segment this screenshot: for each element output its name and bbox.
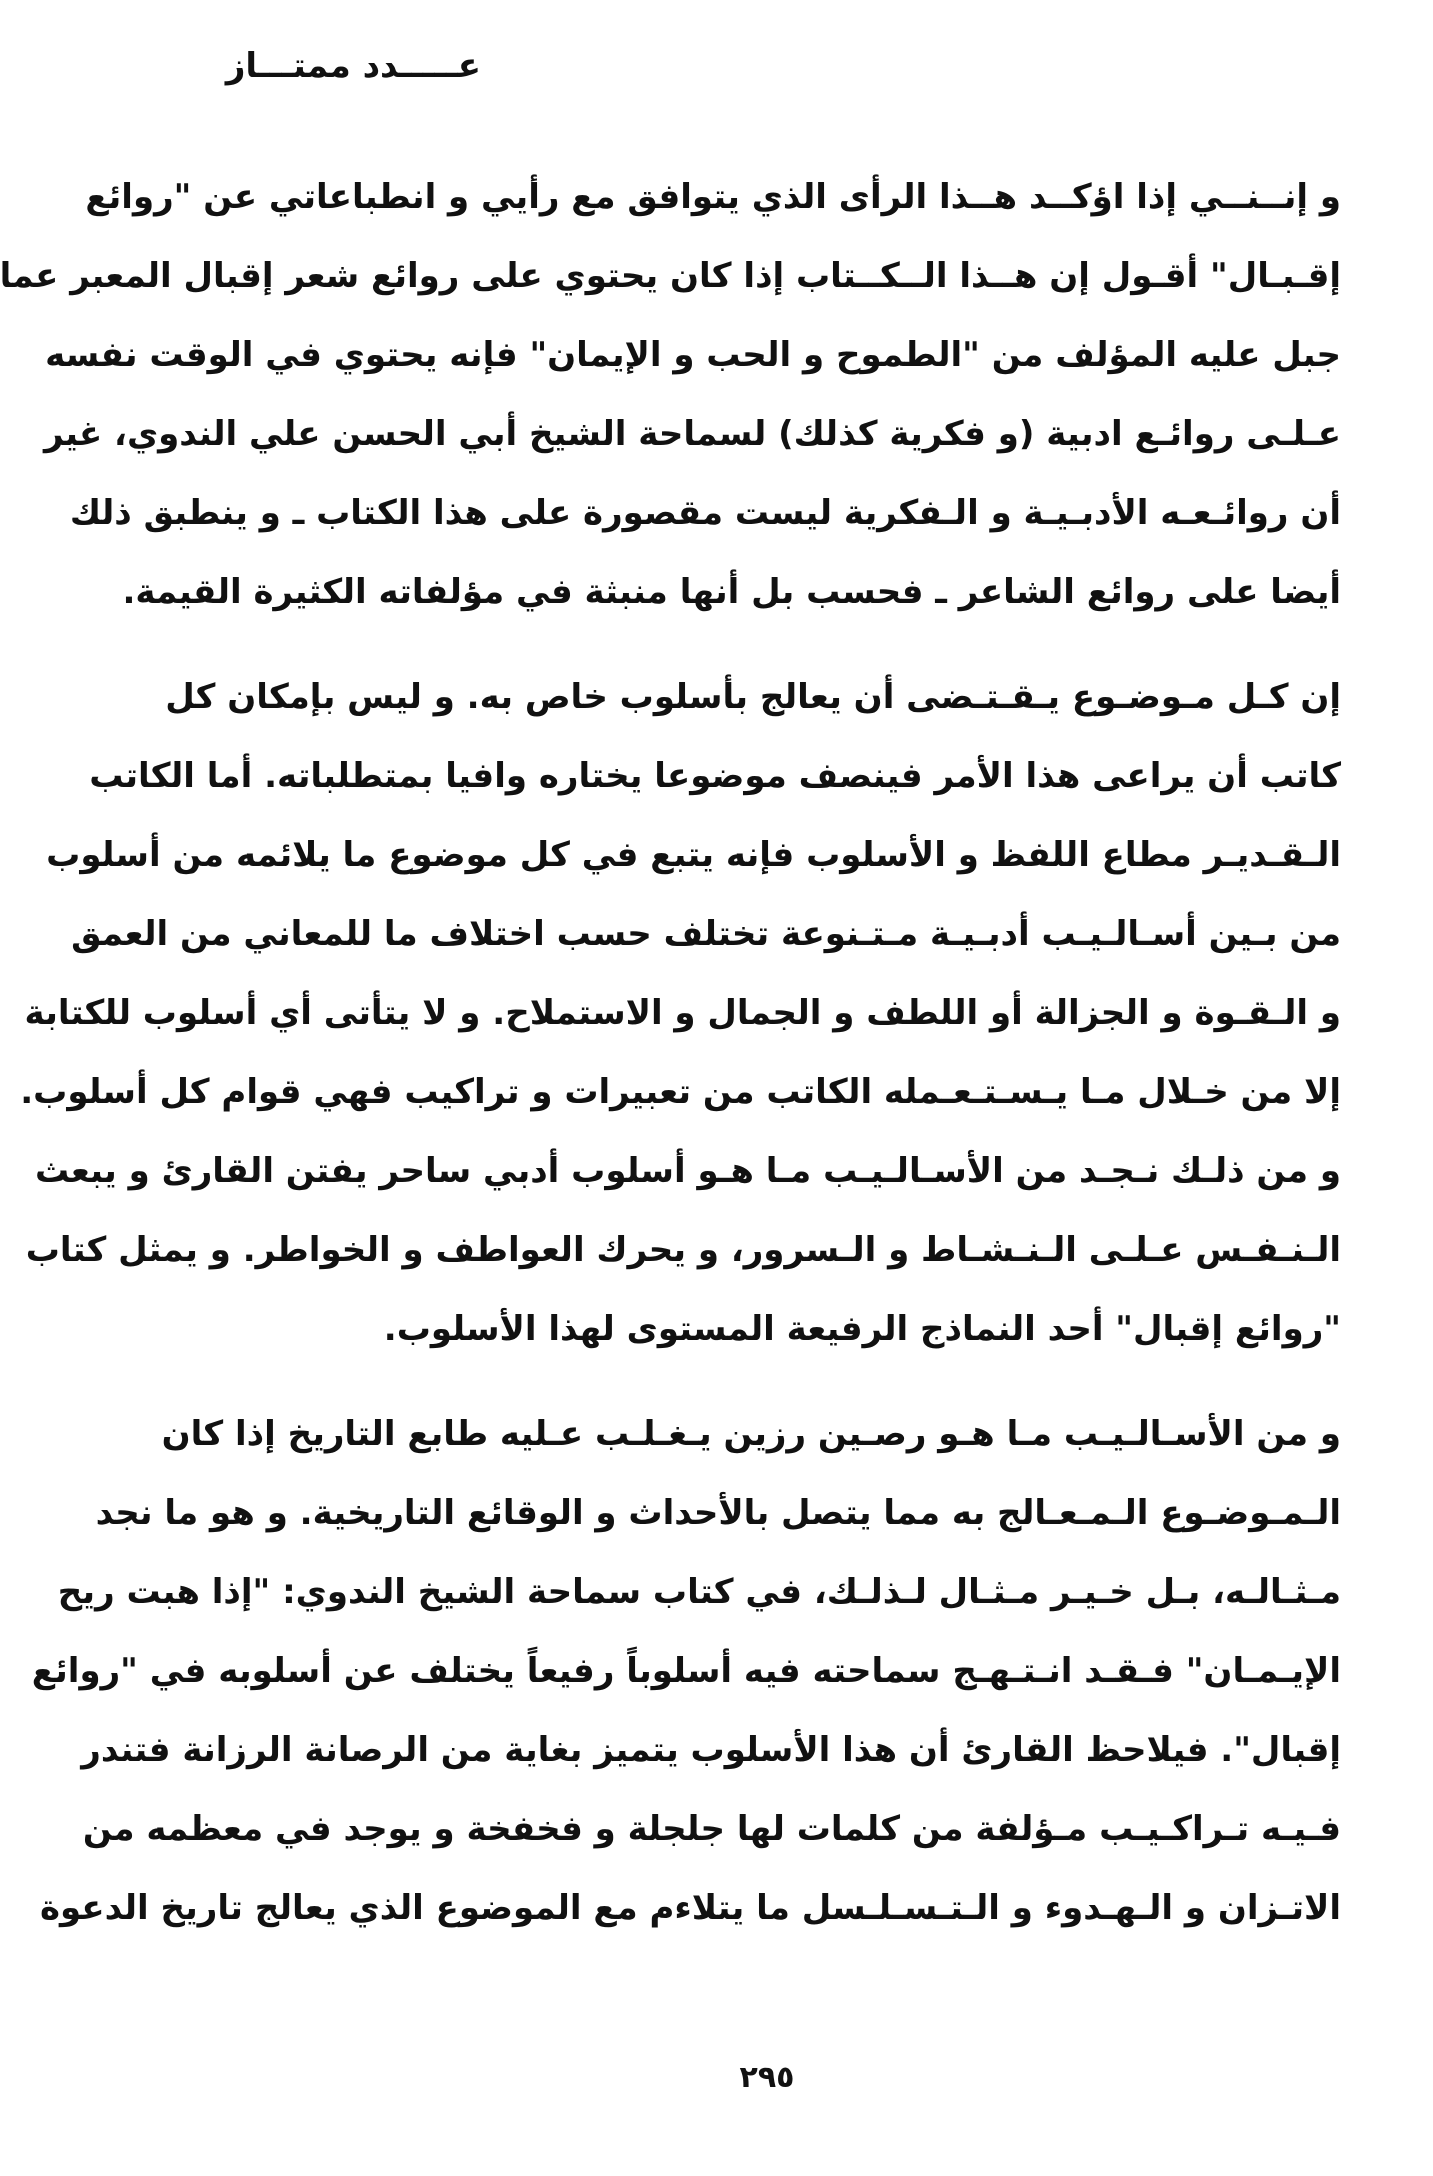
page-number: ٢٩٥ <box>739 2060 795 2095</box>
text-line: إقـبـال" أقـول إن هــذا الــكــتاب إذا كان يحتوي على روائع شعر إقبال المعبر عما <box>0 256 1341 296</box>
text-line: و الـقـوة و الجزالة أو اللطف و الجمال و الاستملاح. و لا يتأتى أي أسلوب للكتابة <box>24 993 1341 1033</box>
text-line: أن روائـعـه الأدبـيـة و الـفكرية ليست مقصورة على هذا الكتاب ـ و ينطبق ذلك <box>69 493 1341 533</box>
paragraph-2 <box>20 658 1341 1369</box>
text-line: و من ذلـك نـجـد من الأسـالـيـب مـا هـو أسلوب أدبي ساحر يفتن القارئ و يبعث <box>34 1151 1341 1191</box>
paragraph-1 <box>0 158 1341 632</box>
text-line: الإيـمـان" فـقـد انـتـهـج سماحته فيه أسلوباً رفيعاً يختلف عن أسلوبه في "روائع <box>31 1651 1341 1691</box>
text-line: إن كـل مـوضـوع يـقـتـضى أن يعالج بأسلوب خاص به. و ليس بإمكان كل <box>165 677 1341 717</box>
text-line: الاتـزان و الـهـدوء و الـتـسـلـسل ما يتلاءم مع الموضوع الذي يعالج تاريخ الدعوة <box>39 1888 1341 1928</box>
paragraph-3 <box>31 1395 1341 1948</box>
text-line: الـنـفـس عـلـى الـنـشـاط و الـسرور، و يحرك العواطف و الخواطر. و يمثل كتاب <box>25 1230 1341 1270</box>
text-line: مـثـالـه، بـل خـيـر مـثـال لـذلـك، في كتاب سماحة الشيخ الندوي: "إذا هبت ريح <box>57 1572 1341 1612</box>
text-line: كاتب أن يراعى هذا الأمر فينصف موضوعا يختاره وافيا بمتطلباته. أما الكاتب <box>89 756 1341 796</box>
text-line: إقبال". فيلاحظ القارئ أن هذا الأسلوب يتميز بغاية من الرصانة الرزانة فتندر <box>81 1730 1341 1770</box>
text-line: و من الأسـالـيـب مـا هـو رصـين رزين يـغـلـب عـليه طابع التاريخ إذا كان <box>161 1414 1341 1454</box>
running-header: عـــــدد ممتـــاز <box>225 46 481 86</box>
text-line: إلا من خـلال مـا يـسـتـعـمله الكاتب من تعبيرات و تراكيب فهي قوام كل أسلوب. <box>20 1072 1341 1112</box>
text-line: الـمـوضـوع الـمـعـالج به مما يتصل بالأحداث و الوقائع التاريخية. و هو ما نجد <box>95 1493 1341 1533</box>
text-line: فـيـه تـراكـيـب مـؤلفة من كلمات لها جلجلة و فخفخة و يوجد في معظمه من <box>82 1809 1341 1849</box>
text-line: جبل عليه المؤلف من "الطموح و الحب و الإيمان" فإنه يحتوي في الوقت نفسه <box>45 335 1341 375</box>
text-line: أيضا على روائع الشاعر ـ فحسب بل أنها منبثة في مؤلفاته الكثيرة القيمة. <box>122 572 1341 612</box>
text-line: و إنــنــي إذا اؤكــد هــذا الرأى الذي يتوافق مع رأيي و انطباعاتي عن "روائع <box>85 177 1341 217</box>
text-line: الـقـديـر مطاع اللفظ و الأسلوب فإنه يتبع في كل موضوع ما يلائمه من أسلوب <box>46 835 1341 875</box>
text-line: "روائع إقبال" أحد النماذج الرفيعة المستوى لهذا الأسلوب. <box>383 1309 1341 1349</box>
text-line: من بـين أسـالـيـب أدبـيـة مـتـنوعة تختلف حسب اختلاف ما للمعاني من العمق <box>71 914 1341 954</box>
text-line: عـلـى روائـع ادبية (و فكرية كذلك) لسماحة الشيخ أبي الحسن علي الندوي، غير <box>43 414 1341 454</box>
body-text <box>0 158 1341 1948</box>
